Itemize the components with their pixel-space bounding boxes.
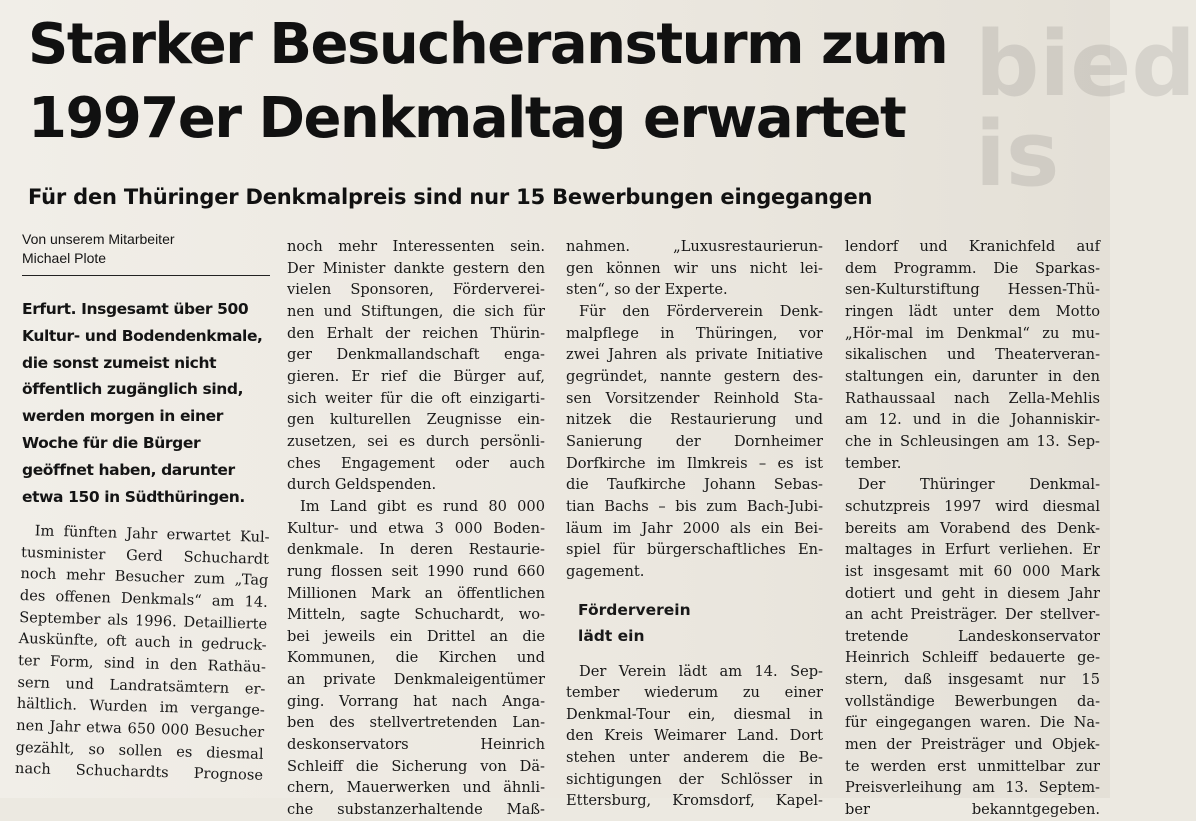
text-line: die Taufkirche Johann Sebas- xyxy=(566,476,823,494)
text-line: gieren. Er rief die Bürger auf, xyxy=(287,367,545,385)
text-line: Preisverleihung am 13. Septem- xyxy=(845,779,1100,797)
text-line: Der Verein lädt am 14. Sep- xyxy=(579,662,823,680)
byline xyxy=(22,230,270,276)
text-line: Dorfkirche im Ilmkreis – es ist xyxy=(566,454,823,472)
text-line: nach Schuchardts Prognose xyxy=(14,760,264,785)
text-line: stehen unter anderem die Be- xyxy=(566,749,823,767)
byline-line: Von unserem Mitarbeiter xyxy=(22,231,175,247)
text-line: sern und Landratsämtern er- xyxy=(17,673,266,698)
text-line: durch Geldspenden. xyxy=(287,476,437,494)
text-line: noch mehr Besucher zum „Tag xyxy=(20,565,269,590)
text-line: noch mehr Interessenten sein. xyxy=(287,238,545,255)
column-1 xyxy=(15,520,270,787)
text-line: denkmale. In deren Restaurie- xyxy=(287,541,545,559)
text-line: Ettersburg, Kromsdorf, Kapel- xyxy=(566,792,823,810)
text-line: sichtigungen der Schlösser in xyxy=(566,770,823,788)
text-line: gezählt, so sollen es diesmal xyxy=(15,738,264,763)
text-line: malpflege in Thüringen, vor xyxy=(566,324,823,342)
text-line: an private Denkmaleigentümer xyxy=(287,671,545,689)
text-line: chern, Mauerwerken und ähnli- xyxy=(287,779,545,797)
text-line: schutzpreis 1997 wird diesmal xyxy=(845,497,1100,515)
text-line: den Kreis Weimarer Land. Dort xyxy=(566,727,823,745)
text-line: tian Bachs – bis zum Bach-Jubi- xyxy=(566,497,823,515)
text-line: tember wiederum zu einer xyxy=(566,684,823,702)
text-line: rung flossen seit 1990 rund 660 xyxy=(287,562,545,580)
column-2 xyxy=(287,236,545,821)
text-line: Sanierung der Dornheimer xyxy=(566,432,823,450)
section-subheading xyxy=(578,597,823,649)
text-line: Kommunen, die Kirchen und xyxy=(287,649,545,667)
text-line: men der Preisträger und Objek- xyxy=(845,736,1100,754)
text-line: sten“, so der Experte. xyxy=(566,281,728,299)
text-line: bereits am Vorabend des Denk- xyxy=(845,519,1100,537)
text-line: am 12. und in die Johanniskir- xyxy=(845,411,1100,429)
text-line: tusminister Gerd Schuchardt xyxy=(20,543,270,568)
text-line: Kultur- und etwa 3 000 Boden- xyxy=(287,519,545,537)
text-line: Schleiff die Sicherung von Dä- xyxy=(287,757,545,775)
text-line: zusetzen, sei es durch persönli- xyxy=(287,432,545,450)
text-line: bei jeweils ein Drittel an die xyxy=(287,627,545,645)
subheadline: Für den Thüringer Denkmalpreis sind nur 15 Bewerbungen eingegangen xyxy=(28,185,873,209)
text-line: des offenen Denkmals“ am 14. xyxy=(19,586,269,611)
text-line: Denkmal-Tour ein, diesmal in xyxy=(566,705,823,723)
headline-line: Starker Besucheransturm zum xyxy=(28,12,948,77)
byline-author: Michael Plote xyxy=(22,250,107,266)
text-line: spiel für bürgerschaftliches En- xyxy=(566,541,823,559)
column-3 xyxy=(566,236,823,812)
text-line: Der Thüringer Denkmal- xyxy=(858,476,1100,494)
bleed-through-text: bied is xyxy=(975,12,1196,207)
text-line: sikalischen und Theaterveran- xyxy=(845,346,1100,364)
text-line: Der Minister dankte gestern den xyxy=(287,259,545,277)
column-3-bottom xyxy=(566,661,823,813)
text-line: stern, daß insgesamt nur 15 xyxy=(845,671,1100,689)
text-line: zwei Jahren als private Initiative xyxy=(566,346,823,364)
text-line: Millionen Mark an öffentlichen xyxy=(287,584,545,602)
text-line: Für den Förderverein Denk- xyxy=(579,302,823,320)
text-line: dem Programm. Die Sparkas- xyxy=(845,259,1100,277)
text-line: dotiert und geht in diesem Jahr xyxy=(845,584,1100,602)
text-line: che substanzerhaltende Maß- xyxy=(287,801,545,819)
text-line: gagement. xyxy=(566,562,645,580)
text-line: für eingegangen waren. Die Na- xyxy=(845,714,1100,732)
text-line: September als 1996. Detaillierte xyxy=(19,608,268,633)
text-line: ringen lädt unter dem Motto xyxy=(845,302,1100,320)
text-line: ches Engagement oder auch xyxy=(287,454,545,472)
text-line: te werden erst unmittelbar zur xyxy=(845,757,1100,775)
text-line: „Hör-mal im Denkmal“ zu mu- xyxy=(845,324,1100,342)
text-line: tember. xyxy=(845,454,902,472)
subheading-line: lädt ein xyxy=(578,626,645,645)
text-line: tretende Landeskonservator xyxy=(845,627,1100,645)
text-line: che in Schleusingen am 13. Sep- xyxy=(845,432,1100,450)
text-line: Mitteln, sagte Schuchardt, wo- xyxy=(287,606,545,624)
text-line: ging. Vorrang hat nach Anga- xyxy=(287,692,545,710)
text-line: Heinrich Schleiff bedauerte ge- xyxy=(845,649,1100,667)
text-line: läum im Jahr 2000 als ein Bei- xyxy=(566,519,823,537)
text-line: vollständige Bewerbungen da- xyxy=(845,692,1100,710)
text-line: den Erhalt der reichen Thürin- xyxy=(287,324,545,342)
text-line: Rathaussaal nach Zella-Mehlis xyxy=(845,389,1100,407)
headline xyxy=(28,8,988,156)
text-line: nen und Stiftungen, die sich für xyxy=(287,302,545,320)
text-line: gegründet, nannte gestern des- xyxy=(566,367,823,385)
subheading-line: Förderverein xyxy=(578,600,691,619)
text-line: sen Vorsitzender Reinhold Sta- xyxy=(566,389,823,407)
text-line: ter Form, sind in den Rathäu- xyxy=(17,651,267,676)
text-line: maltages in Erfurt verliehen. Er xyxy=(845,541,1100,559)
column-3-top xyxy=(566,236,823,583)
text-line: sich weiter für die oft einzigarti- xyxy=(287,389,545,407)
text-line: lendorf und Kranichfeld auf xyxy=(845,238,1100,255)
text-line: staltungen ein, darunter in den xyxy=(845,367,1100,385)
headline-line: 1997er Denkmaltag erwartet xyxy=(28,86,906,151)
text-line: nitzek die Restaurierung und xyxy=(566,411,823,429)
text-line: hältlich. Wurden im vergange- xyxy=(16,695,266,720)
text-line: deskonservators Heinrich xyxy=(287,736,545,754)
text-line: ben des stellvertretenden Lan- xyxy=(287,714,545,732)
text-line: ger Denkmallandschaft enga- xyxy=(287,346,545,364)
text-line: gen können wir uns nicht lei- xyxy=(566,259,823,277)
text-line: Im Land gibt es rund 80 000 xyxy=(300,497,545,515)
text-line: sen-Kulturstiftung Hessen-Thü- xyxy=(845,281,1100,299)
lead-paragraph: Erfurt. Insgesamt über 500 Kultur- und Bodendenkmale, die sonst zumeist nicht öffentlich zugänglich sind, werden morgen in einer Woche für die Bürger geöffnet haben, darunter etwa 150 in Südthüringen. xyxy=(22,300,263,506)
text-line: nen Jahr etwa 650 000 Besucher xyxy=(16,716,265,741)
text-line: nahmen. „Luxusrestaurierun- xyxy=(566,238,823,255)
text-line: vielen Sponsoren, Förderverei- xyxy=(287,281,545,299)
text-line: ber bekanntgegeben. xyxy=(845,801,1100,819)
text-line: gen kulturellen Zeugnisse ein- xyxy=(287,411,545,429)
text-line: Auskünfte, oft auch in gedruck- xyxy=(18,630,267,655)
text-line: Im fünften Jahr erwartet Kul- xyxy=(34,522,270,546)
text-line: an acht Preisträger. Der stellver- xyxy=(845,606,1100,624)
column-4 xyxy=(845,236,1100,821)
text-line: ist insgesamt mit 60 000 Mark xyxy=(845,562,1100,580)
